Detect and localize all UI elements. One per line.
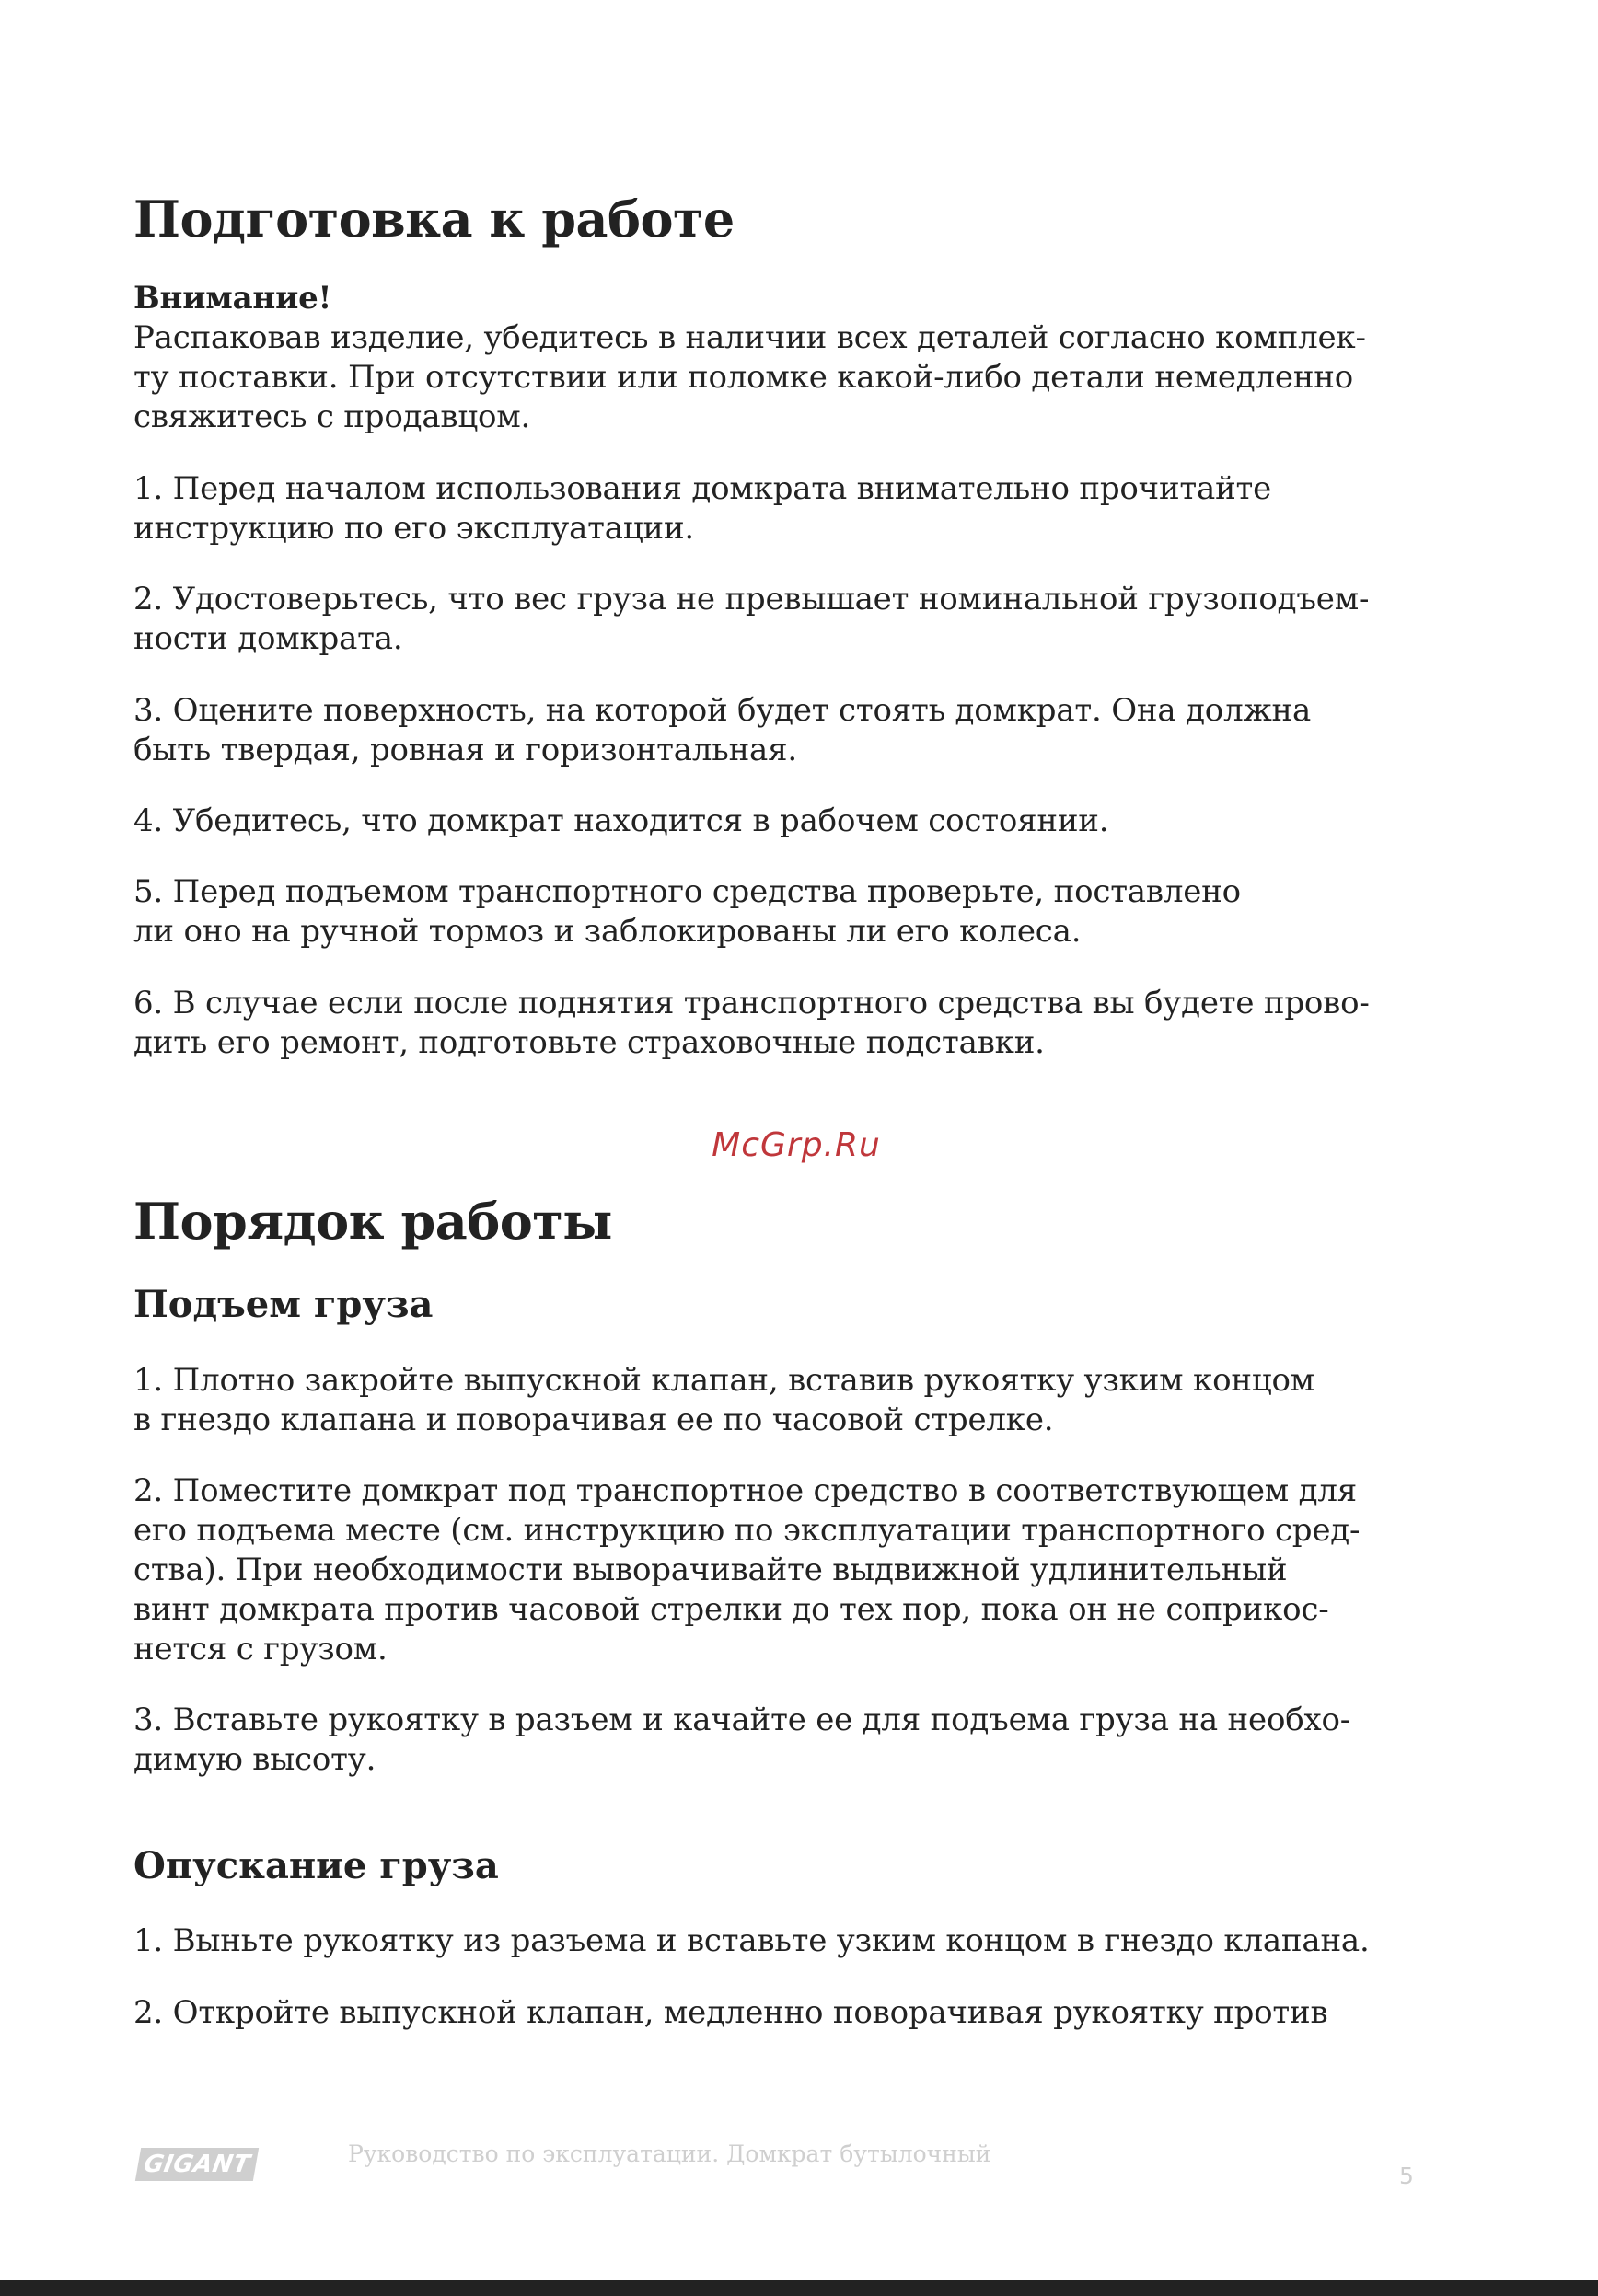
gigant-logo	[135, 2148, 259, 2181]
subsection-title-lowering: Опускание груза	[133, 1844, 499, 1887]
paragraph-line: 2. Откройте выпускной клапан, медленно поворачивая рукоятку против	[133, 1994, 1328, 2031]
lifting-item-2	[133, 1471, 1360, 1669]
paragraph-line: ства). При необходимости выворачивайте выдвижной удлинительный	[133, 1552, 1288, 1588]
prep-item-4	[133, 802, 1108, 841]
page-number: 5	[1399, 2163, 1414, 2189]
paragraph-line: 2. Поместите домкрат под транспортное средство в соответствующем для	[133, 1472, 1358, 1509]
paragraph-line: 3. Оцените поверхность, на которой будет стоять домкрат. Она должна	[133, 692, 1312, 729]
paragraph-line: димую высоту.	[133, 1741, 376, 1778]
paragraph-line: дить его ремонт, подготовьте страховочные подставки.	[133, 1024, 1045, 1061]
lifting-item-3	[133, 1701, 1350, 1780]
paragraph-line: 5. Перед подъемом транспортного средства проверьте, поставлено	[133, 873, 1241, 910]
paragraph-line: быть твердая, ровная и горизонтальная.	[133, 732, 797, 768]
attention-label: Внимание!	[133, 280, 332, 317]
paragraph-line: в гнездо клапана и поворачивая ее по часовой стрелке.	[133, 1402, 1054, 1438]
paragraph-line: нется с грузом.	[133, 1631, 388, 1667]
paragraph-line: ли оно на ручной тормоз и заблокированы ли его колеса.	[133, 913, 1082, 950]
section-title-preparation: Подготовка к работе	[133, 190, 735, 248]
logo-text: GIGANT	[141, 2151, 253, 2178]
paragraph-line: его подъема месте (см. инструкцию по эксплуатации транспортного сред-	[133, 1512, 1361, 1549]
prep-item-1	[133, 469, 1271, 548]
attention-block	[133, 279, 1366, 437]
paragraph-line: 2. Удостоверьтесь, что вес груза не превышает номинальной грузоподъем-	[133, 581, 1370, 617]
prep-item-2	[133, 580, 1369, 659]
paragraph-line: винт домкрата против часовой стрелки до тех пор, пока он не соприкос-	[133, 1591, 1329, 1628]
lowering-item-1	[133, 1921, 1370, 1961]
watermark: McGrp.Ru	[712, 1126, 881, 1164]
lowering-item-2	[133, 1993, 1327, 2033]
prep-item-3	[133, 691, 1311, 770]
prep-item-6	[133, 984, 1370, 1063]
paragraph-line: 1. Перед началом использования домкрата внимательно прочитайте	[133, 470, 1272, 507]
paragraph-line: 1. Выньте рукоятку из разъема и вставьте узким концом в гнездо клапана.	[133, 1922, 1370, 1959]
paragraph-line: ности домкрата.	[133, 620, 403, 657]
attention-line: Распаковав изделие, убедитесь в наличии всех деталей согласно комплек-	[133, 319, 1366, 356]
paragraph-line: 6. В случае если после поднятия транспортного средства вы будете прово-	[133, 985, 1370, 1021]
paragraph-line: 1. Плотно закройте выпускной клапан, вставив рукоятку узким концом	[133, 1362, 1315, 1399]
section-title-operation: Порядок работы	[133, 1192, 612, 1251]
lifting-item-1	[133, 1361, 1314, 1440]
paragraph-line: инструкцию по его эксплуатации.	[133, 510, 695, 547]
attention-line: свяжитесь с продавцом.	[133, 398, 531, 435]
paragraph-line: 4. Убедитесь, что домкрат находится в рабочем состоянии.	[133, 802, 1109, 839]
prep-item-5	[133, 872, 1241, 952]
bottom-bar	[0, 2280, 1598, 2296]
footer-title: Руководство по эксплуатации. Домкрат бутылочный	[348, 2140, 991, 2167]
subsection-title-lifting: Подъем груза	[133, 1283, 434, 1326]
paragraph-line: 3. Вставьте рукоятку в разъем и качайте ее для подъема груза на необхо-	[133, 1702, 1351, 1738]
attention-line: ту поставки. При отсутствии или поломке какой-либо детали немедленно	[133, 359, 1354, 396]
